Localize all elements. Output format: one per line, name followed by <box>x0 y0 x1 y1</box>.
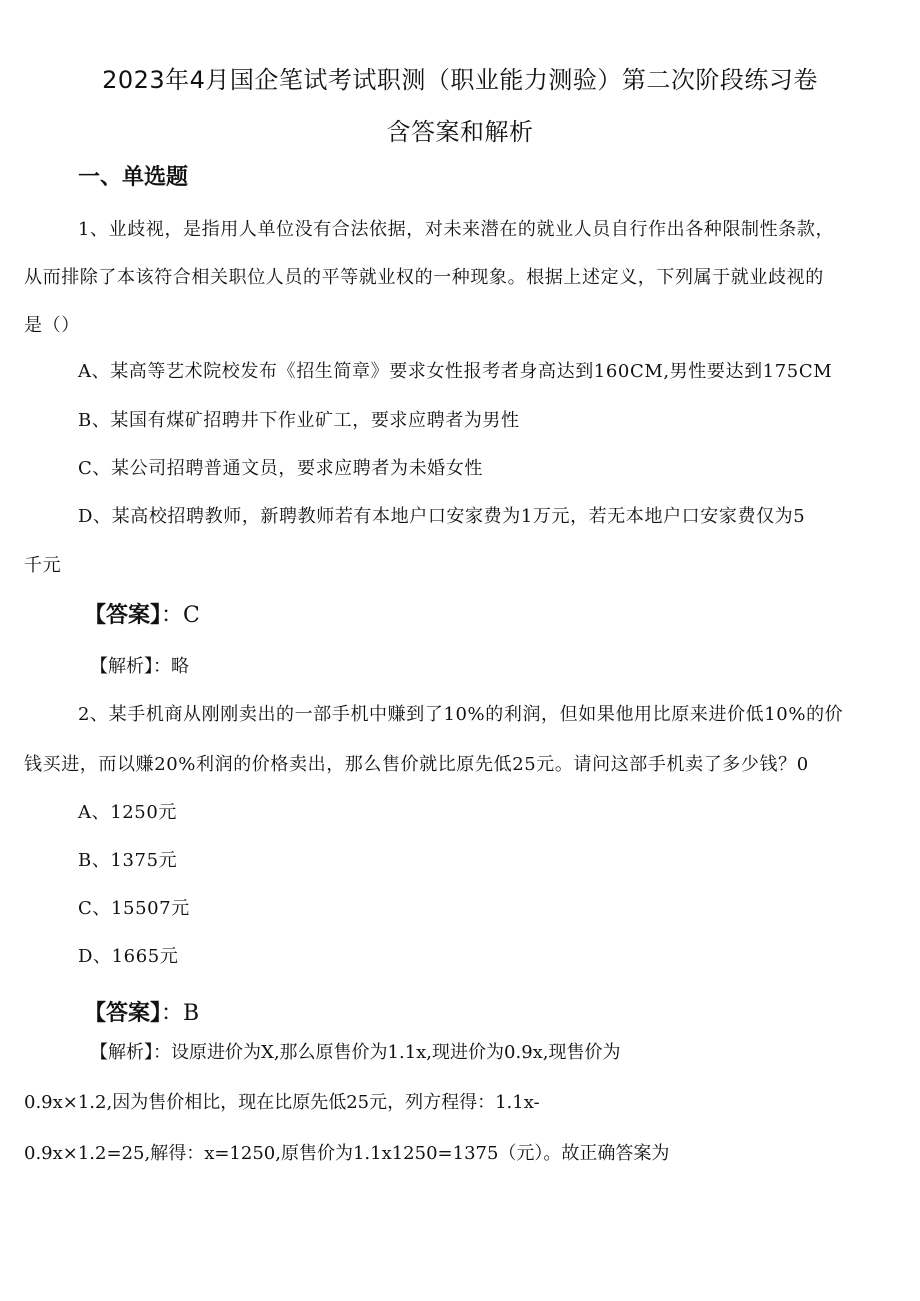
section-heading: 一、单选题 <box>78 165 189 190</box>
question-2-line-2: 钱买进，而以赚20%利润的价格卖出，那么售价就比原先低25元。请问这部手机卖了多少钱？0 <box>24 754 809 775</box>
question-1-option-c: C、某公司招聘普通文员，要求应聘者为未婚女性 <box>78 458 483 479</box>
question-1-option-b: B、某国有煤矿招聘井下作业矿工，要求应聘者为男性 <box>78 410 520 431</box>
answer-value: ：B <box>161 1001 200 1026</box>
question-1-option-d-line-1: D、某高校招聘教师，新聘教师若有本地户口安家费为1万元，若无本地户口安家费仅为5 <box>78 506 806 527</box>
document-title-line-1: 2023年4月国企笔试考试职测（职业能力测验）第二次阶段练习卷 <box>102 66 818 94</box>
question-1-option-a: A、某高等艺术院校发布《招生简章》要求女性报考者身高达到160CM,男性要达到175CM <box>78 361 833 382</box>
answer-value: ：C <box>161 603 200 628</box>
question-1-line-1: 1、业歧视，是指用人单位没有合法依据，对未来潜在的就业人员自行作出各种限制性条款， <box>78 219 835 240</box>
question-2-answer <box>84 996 199 1027</box>
question-2-option-a: A、1250元 <box>78 802 178 823</box>
question-2-line-1: 2、某手机商从刚刚卖出的一部手机中赚到了10%的利润，但如果他用比原来进价低10%的价 <box>78 704 844 725</box>
question-1-line-3: 是（） <box>24 315 80 336</box>
question-1-explanation <box>90 652 189 678</box>
question-1-answer <box>84 598 200 629</box>
explanation-value: ：略 <box>153 656 189 677</box>
answer-label: 【答案】 <box>84 603 162 628</box>
question-2-option-c: C、15507元 <box>78 898 190 919</box>
question-2-option-b: B、1375元 <box>78 850 178 871</box>
question-1-option-d-line-2: 千元 <box>24 555 62 576</box>
answer-label: 【答案】 <box>84 1001 162 1026</box>
question-2-explanation-line-2: 0.9x×1.2,因为售价相比，现在比原先低25元，列方程得：1.1x- <box>24 1092 540 1113</box>
explanation-label: 【解析】 <box>90 1042 153 1063</box>
question-2-explanation-line-3: 0.9x×1.2=25,解得：x=1250,原售价为1.1x1250=1375（元）。故正确答案为 <box>24 1143 670 1164</box>
explanation-value: ：设原进价为X,那么原售价为1.1x,现进价为0.9x,现售价为 <box>153 1042 621 1063</box>
question-2-explanation-line-1 <box>90 1038 621 1064</box>
document-title-line-2: 含答案和解析 <box>386 118 534 146</box>
question-1-line-2: 从而排除了本该符合相关职位人员的平等就业权的一种现象。根据上述定义，下列属于就业歧视的 <box>24 267 824 288</box>
explanation-label: 【解析】 <box>90 656 153 677</box>
question-2-option-d: D、1665元 <box>78 946 179 967</box>
